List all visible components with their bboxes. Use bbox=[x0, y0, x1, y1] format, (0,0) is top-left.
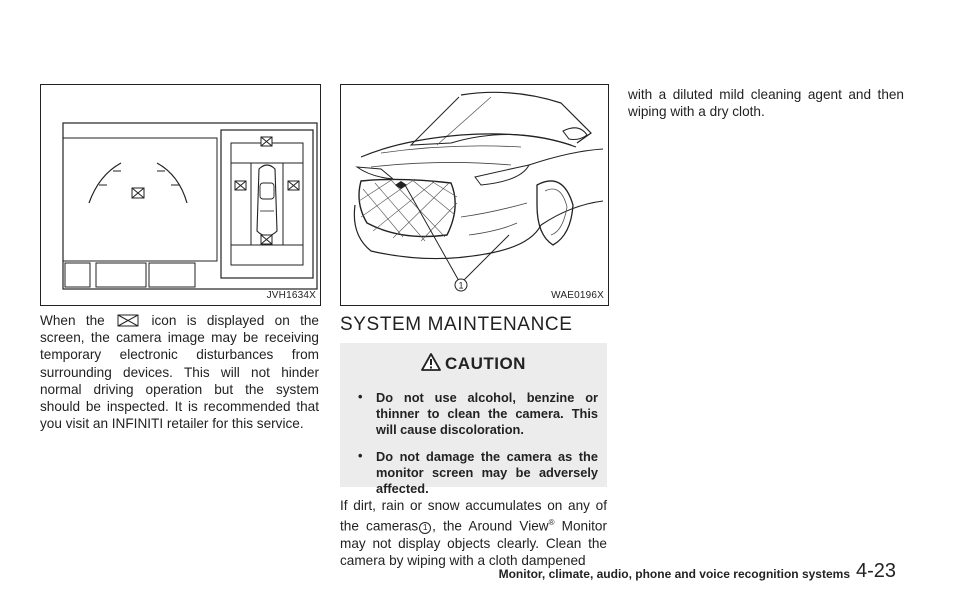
camera-error-icon bbox=[117, 314, 139, 327]
camera-error-icon bbox=[261, 235, 272, 244]
camera-error-icon bbox=[235, 181, 246, 190]
para-text-before-icon: When the bbox=[40, 313, 105, 328]
para-text-after-icon: icon is displayed on the screen, the camera image may be receiving temporary electronic disturbances from surrounding devices. This will not hinder normal driving operation but the system should be inspected. It is recommended that you visit an INFINITI retailer for this service. bbox=[40, 313, 319, 432]
para-text: with a diluted mild cleaning agent and then wiping with a dry cloth. bbox=[628, 87, 904, 120]
monitor-illustration bbox=[41, 85, 320, 305]
para-part-1: If dirt, rain or snow accumulates on any of the cameras bbox=[340, 498, 607, 534]
caution-item-text: Do not use alcohol, benzine or thinner to clean the camera. This will cause discoloration. bbox=[376, 390, 598, 437]
cleaning-paragraph bbox=[340, 497, 607, 569]
figure-code: WAE0196X bbox=[551, 290, 604, 301]
car-figure bbox=[340, 84, 609, 306]
callout-circle: 1 bbox=[419, 522, 431, 534]
caution-title: CAUTION bbox=[445, 354, 526, 373]
para-part-2: , the Around View bbox=[432, 518, 549, 534]
camera-error-icon bbox=[261, 137, 272, 146]
section-title: SYSTEM MAINTENANCE bbox=[340, 314, 573, 335]
bullet: • bbox=[358, 448, 363, 463]
camera-error-icon bbox=[288, 181, 299, 190]
caution-item-text: Do not damage the camera as the monitor screen may be adversely affected. bbox=[376, 449, 598, 496]
caution-list bbox=[358, 390, 598, 508]
page-number: 4-23 bbox=[856, 560, 897, 582]
bullet: • bbox=[358, 389, 363, 404]
caution-box bbox=[340, 343, 607, 496]
camera-disturbance-paragraph bbox=[40, 312, 319, 432]
list-item bbox=[358, 390, 598, 438]
car-illustration bbox=[341, 85, 608, 305]
warning-triangle-icon bbox=[421, 353, 441, 371]
footer-section-title: Monitor, climate, audio, phone and voice recognition systems bbox=[498, 567, 850, 581]
monitor-figure bbox=[40, 84, 321, 306]
camera-error-icon bbox=[132, 188, 144, 198]
registered-mark: ® bbox=[548, 518, 555, 528]
figure-code: JVH1634X bbox=[266, 290, 316, 301]
list-item bbox=[358, 449, 598, 497]
para-part-3: Monitor may not display objects clearly. Clean the camera by wiping with a cloth dampened bbox=[340, 518, 607, 569]
callout-number: 1 bbox=[458, 280, 464, 291]
caution-header bbox=[340, 353, 607, 374]
cleaning-paragraph-continued bbox=[628, 86, 904, 120]
